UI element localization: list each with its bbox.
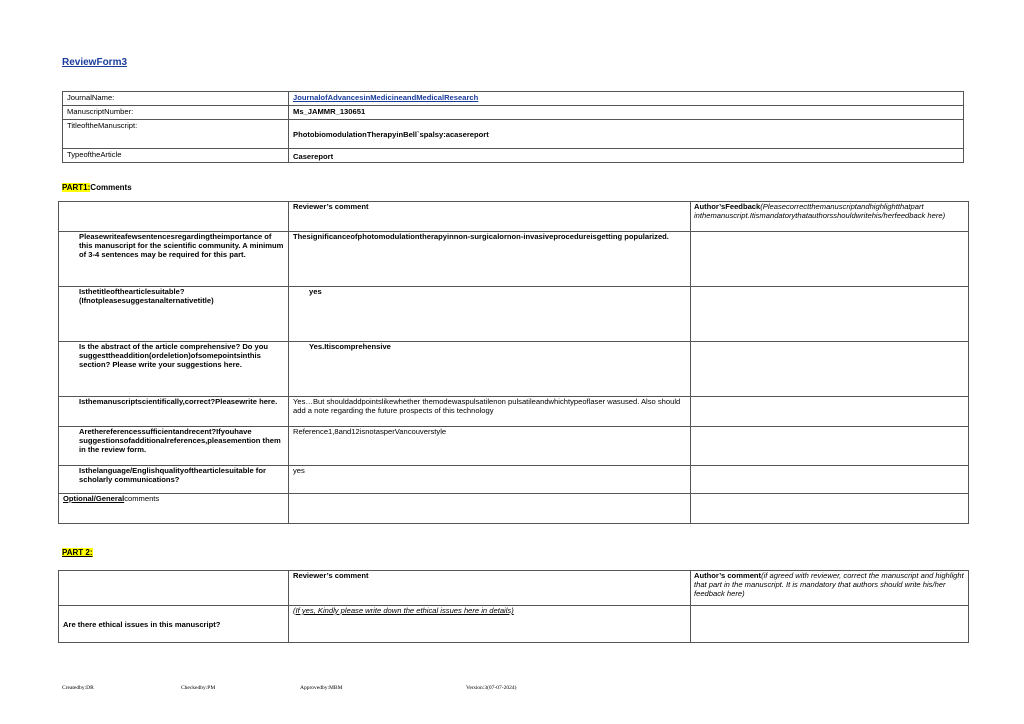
- comment-cell[interactable]: yes: [289, 287, 691, 342]
- table-row: [59, 287, 969, 342]
- comment-cell[interactable]: [289, 494, 691, 524]
- part2-table: [58, 570, 969, 643]
- type-label: TypeoftheArticle: [63, 149, 289, 163]
- author-comment-cell[interactable]: [691, 606, 969, 643]
- part2-header-row: [59, 571, 969, 606]
- manuscript-number-value: Ms_JAMMR_130651: [289, 106, 964, 120]
- question-cell: Isthelanguage/Englishqualityofthearticlesuitable for scholarly communications?: [59, 466, 289, 494]
- manuscript-info-table: [62, 91, 964, 163]
- feedback-cell[interactable]: [691, 427, 969, 466]
- table-row: [59, 232, 969, 287]
- journal-link[interactable]: JournalofAdvancesinMedicineandMedicalResearch: [293, 93, 479, 102]
- comment-cell[interactable]: Thesignificanceofphotomodulationtherapyinnon-surgicalornon-invasiveprocedureisgetting popularized.: [289, 232, 691, 287]
- manuscript-number-row: [63, 106, 964, 120]
- table-row: [59, 397, 969, 427]
- title-value: PhotobiomodulationTherapyinBell`spalsy:acasereport: [289, 120, 964, 149]
- feedback-cell[interactable]: [691, 466, 969, 494]
- footer-checked: Checkedby:PM: [181, 685, 216, 691]
- comment-cell[interactable]: Reference1,8and12isnotasperVancouverstyle: [289, 427, 691, 466]
- feedback-cell[interactable]: [691, 232, 969, 287]
- title-label: TitleoftheManuscript:: [63, 120, 289, 149]
- ethical-question-cell: Are there ethical issues in this manuscript?: [59, 606, 289, 643]
- journal-label: JournalName:: [63, 92, 289, 106]
- question-cell: Isthetitleofthearticlesuitable? (Ifnotpleasesuggestanalternativetitle): [59, 287, 289, 342]
- optional-comments-label: Optional/Generalcomments: [59, 494, 289, 524]
- manuscript-number-label: ManuscriptNumber:: [63, 106, 289, 120]
- author-feedback-header: Author’sFeedback(Pleasecorrectthemanuscriptandhighlightthatpart inthemanuscript.Itismandatorythatauthorsshouldwritehis/herfeedback here): [691, 202, 969, 232]
- comment-cell[interactable]: Yes…But shouldaddpointslikewhether themodewaspulsatilenon pulsatileandwhichtypeoflaser wasused. Also should add a note regarding the future prospects of this technology: [289, 397, 691, 427]
- part2-heading: PART 2:: [62, 548, 93, 557]
- footer-approved: Approvedby:MBM: [300, 685, 343, 691]
- reviewer-comment-header: Reviewer’s comment: [289, 202, 691, 232]
- question-cell: Arethereferencessufficientandrecent?Ifyouhave suggestionsofadditionalreferences,pleasemention them in the review form.: [59, 427, 289, 466]
- question-cell: Is the abstract of the article comprehensive? Do you suggesttheaddition(ordeletion)ofsomepointsinthis section? Please write your suggestions here.: [59, 342, 289, 397]
- table-row: [59, 466, 969, 494]
- journal-row: [63, 92, 964, 106]
- question-cell: Isthemanuscriptscientifically,correct?Pleasewrite here.: [59, 397, 289, 427]
- footer-created: Createdby:DR: [62, 685, 94, 691]
- title-row: [63, 120, 964, 149]
- table-row: [59, 342, 969, 397]
- table-row: [59, 427, 969, 466]
- form-title: ReviewForm3: [62, 57, 128, 68]
- footer-version: Version:3(07-07-2024): [466, 685, 517, 691]
- comment-cell[interactable]: Yes.Itiscomprehensive: [289, 342, 691, 397]
- feedback-cell[interactable]: [691, 397, 969, 427]
- type-value: Casereport: [289, 149, 964, 163]
- table-row: [59, 494, 969, 524]
- table-row: [59, 606, 969, 643]
- question-cell: Pleasewriteafewsentencesregardingtheimportance of this manuscript for the scientific community. A minimum of 3-4 sentences may be required for this part.: [59, 232, 289, 287]
- author-comment-header: Author’s comment(if agreed with reviewer, correct the manuscript and highlight that part in the manuscript. It is mandatory that authors should write his/her feedback here): [691, 571, 969, 606]
- feedback-cell[interactable]: [691, 287, 969, 342]
- part1-heading: PART1:Comments: [62, 183, 132, 192]
- comment-cell[interactable]: yes: [289, 466, 691, 494]
- part1-header-row: [59, 202, 969, 232]
- part1-table: [58, 201, 969, 524]
- feedback-cell[interactable]: [691, 494, 969, 524]
- feedback-cell[interactable]: [691, 342, 969, 397]
- type-row: [63, 149, 964, 163]
- reviewer-comment-header: Reviewer’s comment: [289, 571, 691, 606]
- ethical-comment-cell[interactable]: (If yes, Kindly please write down the ethical issues here in details): [289, 606, 691, 643]
